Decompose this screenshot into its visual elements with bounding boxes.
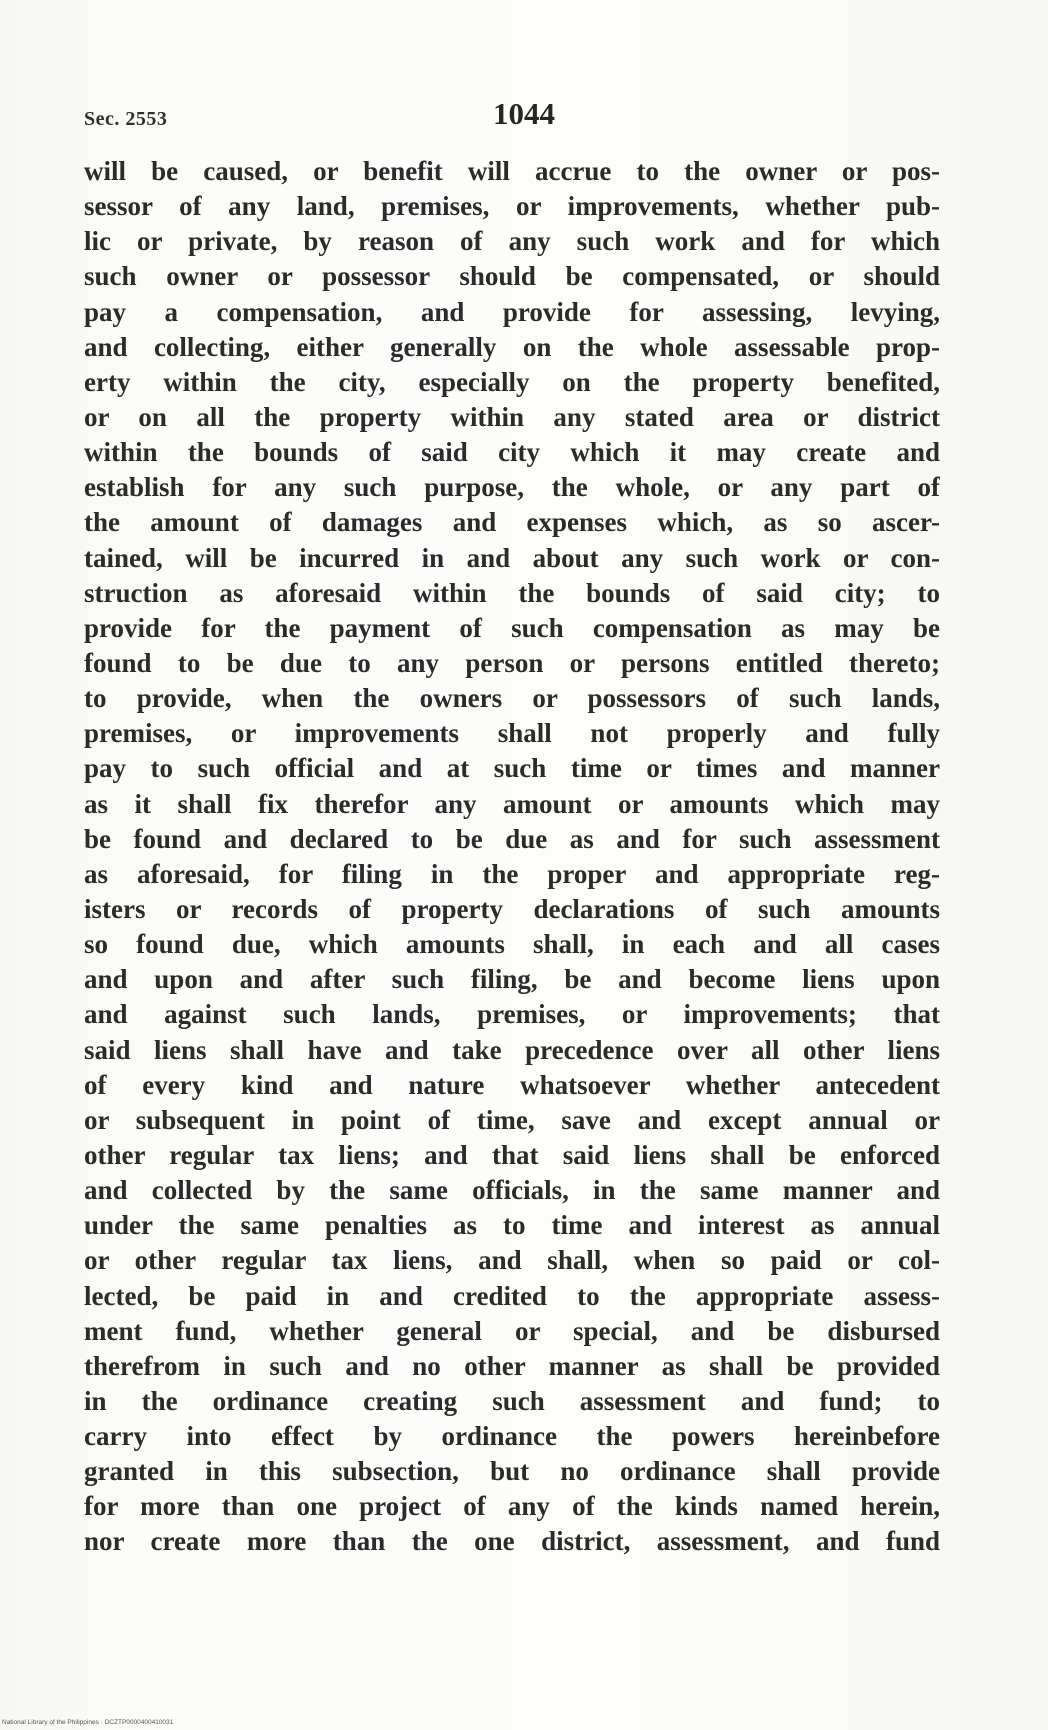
body-line: will be caused, or benefit will accrue to the owner or pos- [84, 156, 940, 186]
library-footer: National Library of the Philippines · DCZTP0000400410031 [2, 1719, 174, 1726]
body-line: ment fund, whether general or special, and be disbursed [84, 1315, 940, 1346]
body-line: erty within the city, especially on the property benefited, [84, 366, 940, 397]
body-line: and collected by the same officials, in the same manner and [84, 1175, 940, 1206]
body-line: the amount of damages and expenses which, as so ascer- [84, 507, 940, 538]
body-line: pay a compensation, and provide for assessing, levying, [84, 296, 940, 327]
body-line: said liens shall have and take precedence over all other liens [84, 1034, 940, 1065]
body-line: nor create more than the one district, assessment, and fund [84, 1526, 940, 1557]
section-heading: Sec. 2553 [84, 108, 168, 130]
body-line: or other regular tax liens, and shall, when so paid or col- [84, 1245, 940, 1276]
page-number: 1044 [493, 96, 555, 131]
body-line: within the bounds of said city which it may create and [84, 437, 940, 468]
body-line: of every kind and nature whatsoever whether antecedent [84, 1069, 940, 1100]
body-line: as aforesaid, for filing in the proper and appropriate reg- [84, 858, 940, 889]
body-line: establish for any such purpose, the whole, or any part of [84, 472, 940, 503]
body-line: lic or private, by reason of any such work and for which [84, 226, 940, 257]
body-line: and upon and after such filing, be and become liens upon [84, 964, 940, 995]
body-line: in the ordinance creating such assessment and fund; to [84, 1385, 940, 1416]
body-line: found to be due to any person or persons entitled thereto; [84, 647, 940, 678]
body-line: isters or records of property declarations of such amounts [84, 893, 940, 924]
body-text [84, 154, 940, 1560]
body-line: be found and declared to be due as and for such assessment [84, 823, 940, 854]
body-line: tained, will be incurred in and about any such work or con- [84, 542, 940, 573]
body-line: granted in this subsection, but no ordinance shall provide [84, 1456, 940, 1487]
body-line: for more than one project of any of the kinds named herein, [84, 1491, 940, 1522]
body-line: or subsequent in point of time, save and except annual or [84, 1104, 940, 1135]
body-line: struction as aforesaid within the bounds of said city; to [84, 577, 940, 608]
body-line: so found due, which amounts shall, in each and all cases [84, 929, 940, 960]
body-line: such owner or possessor should be compensated, or should [84, 261, 940, 292]
body-line: as it shall fix therefor any amount or amounts which may [84, 788, 940, 819]
body-line: and against such lands, premises, or improvements; that [84, 999, 940, 1030]
body-line: other regular tax liens; and that said liens shall be enforced [84, 1139, 940, 1170]
body-line: to provide, when the owners or possessors of such lands, [84, 683, 940, 714]
body-line: lected, be paid in and credited to the appropriate assess- [84, 1280, 940, 1311]
body-line: and collecting, either generally on the whole assessable prop- [84, 331, 940, 362]
body-line: or on all the property within any stated area or district [84, 401, 940, 432]
body-line: pay to such official and at such time or times and manner [84, 753, 940, 784]
body-line: sessor of any land, premises, or improvements, whether pub- [84, 191, 940, 222]
body-line: provide for the payment of such compensation as may be [84, 612, 940, 643]
body-line: premises, or improvements shall not properly and fully [84, 718, 940, 749]
body-line: therefrom in such and no other manner as shall be provided [84, 1350, 940, 1381]
body-line: under the same penalties as to time and interest as annual [84, 1210, 940, 1241]
body-line: carry into effect by ordinance the powers hereinbefore [84, 1421, 940, 1452]
